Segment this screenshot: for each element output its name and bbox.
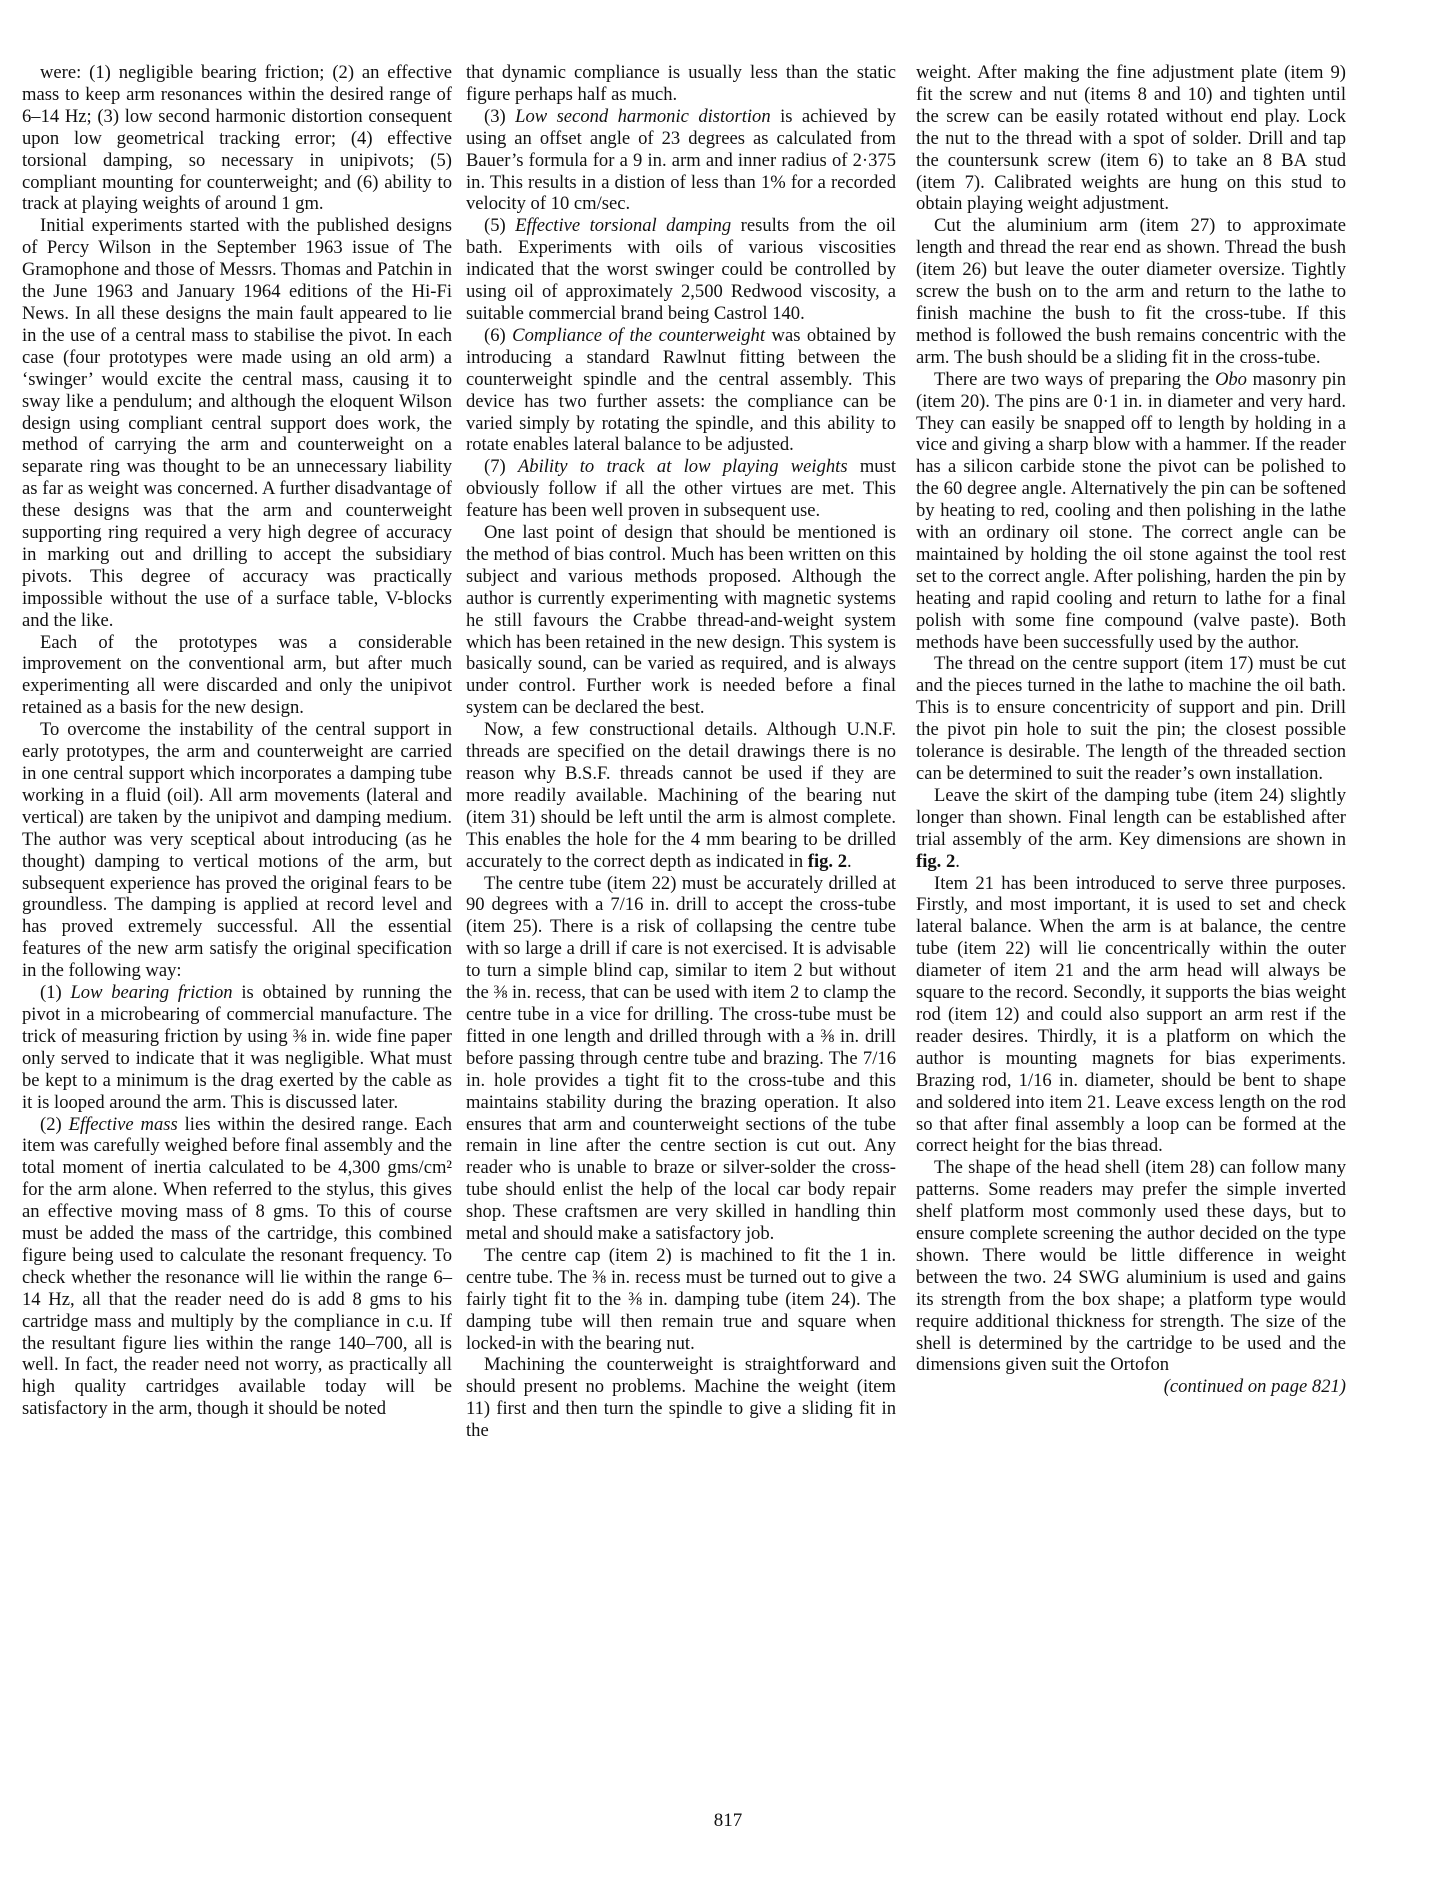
paragraph-text: Item 21 has been introduced to serve three purposes. Firstly, and most important, it is used to set and check lateral balance. When the arm is at balance, the centre tube (item 22) will lie concentrically within the outer diameter of item 21 and the arm head will always be square to the record. Secondly, it supports the bias weight rod (item 12) and could also support an arm rest if the reader desires. Thirdly, it is a platform on which the author is mounting magnets for bias experiments. Brazing rod, 1/16 in. diameter, should be bent to shape and soldered into item 21. Leave excess length on the rod so that after final assembly a loop can be formed at the correct height for the bias thread. bbox=[916, 872, 1346, 1157]
paragraph-text: is obtained by running the pivot in a microbearing of commercial manufacture. The trick of measuring friction by using ⅜ in. wide fine paper only served to indicate that it was negligible. What must be kept to a minimum is the drag exerted by the cable as it is looped around the arm. This is discussed later. bbox=[22, 982, 452, 1113]
paragraph-text-tail: . bbox=[847, 850, 852, 872]
paragraph-text: There are two ways of preparing the bbox=[934, 368, 1215, 390]
paragraph bbox=[22, 62, 452, 215]
paragraph-heading: Ability to track at low playing weights bbox=[517, 456, 848, 478]
paragraph-heading: Compliance of the counterweight bbox=[512, 324, 766, 346]
text-column-3 bbox=[916, 62, 1346, 1398]
paragraph-text: The shape of the head shell (item 28) can follow many patterns. Some readers may prefer the simple inverted shelf platform most commonly used these days, but to ensure complete screening the author decided on the type shown. There would be little difference in weight between the two. 24 SWG aluminium is used and gains its strength from the box shape; a platform type would require additional thickness for strength. The size of the shell is determined by the cartridge to be used and the dimensions given suit the Ortofon bbox=[916, 1157, 1346, 1376]
paragraph-text-tail: . bbox=[955, 850, 960, 872]
paragraph bbox=[22, 982, 452, 1113]
paragraph bbox=[916, 62, 1346, 215]
paragraph-heading: Low bearing friction bbox=[70, 982, 233, 1004]
paragraph-text: Each of the prototypes was a considerable improvement on the conventional arm, but after much experimenting all were discarded and only the unipivot retained as a basis for the new design. bbox=[22, 631, 452, 719]
product-name: Obo bbox=[1214, 368, 1247, 390]
paragraph-text: were: (1) negligible bearing friction; (2) an effective mass to keep arm resonances within the desired range of 6–14 Hz; (3) low second harmonic distortion consequent upon low geometrical tracking error; (4) effective torsional damping, so necessary in unipivots; (5) compliant mounting for counterweight; and (6) ability to track at playing weights of around 1 gm. bbox=[22, 62, 452, 215]
paragraph-text: The centre tube (item 22) must be accurately drilled at 90 degrees with a 7/16 in. drill to accept the cross-tube (item 25). There is a risk of collapsing the centre tube with so large a drill if care is not exercised. It is advisable to turn a simple blind cap, similar to item 2 but without the ⅜ in. recess, that can be used with item 2 to clamp the centre tube in a vice for drilling. The cross-tube must be fitted in one length and drilled through with a ⅜ in. drill before passing through centre tube and brazing. The 7/16 in. hole provides a tight fit to the cross-tube and this maintains stability during the brazing operation. It also ensures that arm and counterweight sections of the tube remain in line after the centre section is cut out. Any reader who is unable to braze or silver-solder the cross-tube should enlist the help of the local car body repair shop. These craftsmen are very skilled in handling thin metal and should make a satisfactory job. bbox=[466, 872, 896, 1245]
paragraph-text: The thread on the centre support (item 17) must be cut and the pieces turned in the lathe to machine the oil bath. This is to ensure concentricity of support and pin. Drill the pivot pin hole to suit the pin; the closest possible tolerance is desirable. The length of the threaded section can be determined to suit the reader’s own installation. bbox=[916, 653, 1346, 784]
paragraph-text: Now, a few constructional details. Although U.N.F. threads are specified on the detail drawings there is no reason why B.S.F. threads cannot be used if they are more readily available. Machining of the bearing nut (item 31) should be left until the arm is almost complete. This enables the hole for the 4 mm bearing to be drilled accurately to the correct depth as indicated in bbox=[466, 719, 896, 872]
paragraph-text: was obtained by introducing a standard Rawlnut fitting between the counterweight spindle and the central assembly. This device has two further assets: the compliance can be varied simply by rotating the spindle, and this ability to rotate enables lateral balance to be adjusted. bbox=[466, 324, 897, 456]
paragraph bbox=[916, 653, 1346, 784]
paragraph-text: Leave the skirt of the damping tube (item 24) slightly longer than shown. Final length can be established after trial assembly of the arm. Key dimensions are shown in bbox=[916, 784, 1346, 850]
page-number: 817 bbox=[713, 1810, 743, 1831]
paragraph bbox=[916, 1376, 1346, 1398]
paragraph bbox=[466, 215, 896, 325]
paragraph bbox=[22, 719, 452, 982]
paragraph-text: To overcome the instability of the central support in early prototypes, the arm and counterweight are carried in one central support which incorporates a damping tube working in a fluid (oil). All arm movements (lateral and vertical) are taken by the unipivot and damping medium. The author was very sceptical about introducing (as he thought) damping to vertical motions of the arm, but subsequent experience has proved the original fears to be groundless. The damping is applied at record level and has proved extremely successful. All the essential features of the new arm satisfy the original specification in the following way: bbox=[22, 719, 452, 982]
paragraph bbox=[916, 215, 1346, 368]
text-column-2 bbox=[466, 62, 896, 1442]
paragraph-text: weight. After making the fine adjustment plate (item 9) fit the screw and nut (items 8 and 10) and tighten until the screw can be easily rotated without end play. Lock the nut to the thread with a spot of solder. Drill and tap the countersunk screw (item 6) to take an 8 BA stud (item 7). Calibrated weights are hung on this stud to obtain playing weight adjustment. bbox=[916, 62, 1346, 215]
paragraph-heading: Effective mass bbox=[68, 1113, 178, 1135]
paragraph bbox=[22, 215, 452, 631]
paragraph bbox=[466, 719, 896, 872]
paragraph bbox=[916, 369, 1346, 654]
paragraph bbox=[466, 522, 896, 719]
paragraph bbox=[916, 873, 1346, 1158]
paragraph bbox=[466, 62, 896, 106]
paragraph bbox=[466, 456, 896, 522]
figure-reference: fig. 2 bbox=[807, 850, 848, 872]
paragraph bbox=[466, 873, 896, 1245]
paragraph bbox=[466, 106, 896, 216]
paragraph-heading: Effective torsional damping bbox=[515, 215, 732, 237]
paragraph bbox=[916, 1157, 1346, 1376]
paragraph bbox=[466, 1245, 896, 1355]
paragraph-number: (7) bbox=[484, 456, 518, 478]
paragraph-number: (1) bbox=[40, 982, 71, 1004]
paragraph-text: Machining the counterweight is straightforward and should present no problems. Machine the weight (item 11) first and then turn the spindle to give a sliding fit in the bbox=[466, 1354, 896, 1442]
paragraph-text: must obviously follow if all the other virtues are met. This feature has been well proven in subsequent use. bbox=[466, 456, 897, 522]
paragraph-text: Initial experiments started with the published designs of Percy Wilson in the September 1963 issue of The Gramophone and those of Messrs. Thomas and Patchin in the June 1963 and January 1964 editions of the Hi-Fi News. In all these designs the main fault appeared to lie in the use of a central mass to stabilise the pivot. In each case (four prototypes were made using an old arm) a ‘swinger’ would excite the central mass, causing it to sway like a pendulum; and although the eloquent Wilson design using compliant central support does work, the method of carrying the arm and counterweight on a separate ring was thought to be an unnecessary liability as far as weight was concerned. A further disadvantage of these designs was that the arm and counterweight supporting ring required a very high degree of accuracy in marking out and drilling to accept the subsidiary pivots. This degree of accuracy was practically impossible without the use of a surface table, V-blocks and the like. bbox=[22, 215, 452, 631]
continued-note: (continued on page 821) bbox=[1163, 1376, 1346, 1398]
paragraph-heading: Low second harmonic distortion bbox=[515, 105, 771, 127]
paragraph-number: (5) bbox=[484, 215, 516, 237]
paragraph bbox=[22, 632, 452, 720]
paragraph-text: is achieved by using an offset angle of 23 degrees as calculated from Bauer’s formula for a 9 in. arm and inner radius of 2·375 in. This results in a distion of less than 1% for a recorded velocity of 10 cm/sec. bbox=[466, 105, 896, 215]
paragraph bbox=[466, 325, 896, 456]
paragraph-number: (6) bbox=[484, 324, 513, 346]
paragraph-text: One last point of design that should be mentioned is the method of bias control. Much has been written on this subject and various methods proposed. Although the author is currently experimenting with magnetic systems he still favours the Crabbe thread-and-weight system which has been retained in the new design. This system is basically sound, can be varied as required, and is always under control. Further work is needed before a final system can be declared the best. bbox=[466, 522, 896, 719]
paragraph bbox=[466, 1354, 896, 1442]
paragraph-text: that dynamic compliance is usually less than the static figure perhaps half as much. bbox=[466, 62, 896, 105]
paragraph-text: lies within the desired range. Each item was carefully weighed before final assembly and the total moment of inertia calculated to be 4,300 gms/cm² for the arm alone. When referred to the stylus, this gives an effective moving mass of 8 gms. To this of course must be added the mass of the cartridge, this combined figure being used to calculate the resonant frequency. To check whether the resonance will lie within the range 6–14 Hz, all that the reader need do is add 8 gms to his cartridge mass and multiply by the compliance in c.u. If the resultant figure lies within the range 140–700, all is well. In fact, the reader need not worry, as practically all high quality cartridges available today will be satisfactory in the arm, though it should be noted bbox=[22, 1113, 452, 1420]
text-column-1 bbox=[22, 62, 452, 1420]
paragraph bbox=[22, 1114, 452, 1421]
paragraph bbox=[916, 785, 1346, 873]
paragraph-number: (3) bbox=[484, 105, 516, 127]
paragraph-number: (2) bbox=[40, 1113, 69, 1135]
figure-reference: fig. 2 bbox=[916, 850, 956, 872]
paragraph-text: results from the oil bath. Experiments with oils of various viscosities indicated that the worst swinger could be controlled by using oil of approximately 2,500 Redwood viscosity, a suitable commercial brand being Castrol 140. bbox=[466, 215, 896, 324]
paragraph-text-tail: masonry pin (item 20). The pins are 0·1 in. in diameter and very hard. They can easily be snapped off to length by holding in a vice and giving a sharp blow with a hammer. If the reader has a silicon carbide stone the pivot can be polished to the 60 degree angle. Alternatively the pin can be softened by heating to red, cooling and then polishing in the lathe with an ordinary oil stone. The correct angle can be maintained by holding the oil stone against the tool rest set to the correct angle. After polishing, harden the pin by heating and rapid cooling and return to lathe for a final polish with some fine compound (valve paste). Both methods have been successfully used by the author. bbox=[916, 368, 1347, 653]
paragraph-text: The centre cap (item 2) is machined to fit the 1 in. centre tube. The ⅜ in. recess must be turned out to give a fairly tight fit to the ⅜ in. damping tube (item 24). The damping tube will then remain true and square when locked-in with the bearing nut. bbox=[466, 1244, 896, 1354]
paragraph-text: Cut the aluminium arm (item 27) to approximate length and thread the rear end as shown. Thread the bush (item 26) but leave the outer diameter oversize. Tightly screw the bush on to the arm and return to the lathe to finish machine the bush to fit the cross-tube. If this method is followed the bush remains concentric with the arm. The bush should be a sliding fit in the cross-tube. bbox=[916, 215, 1346, 368]
